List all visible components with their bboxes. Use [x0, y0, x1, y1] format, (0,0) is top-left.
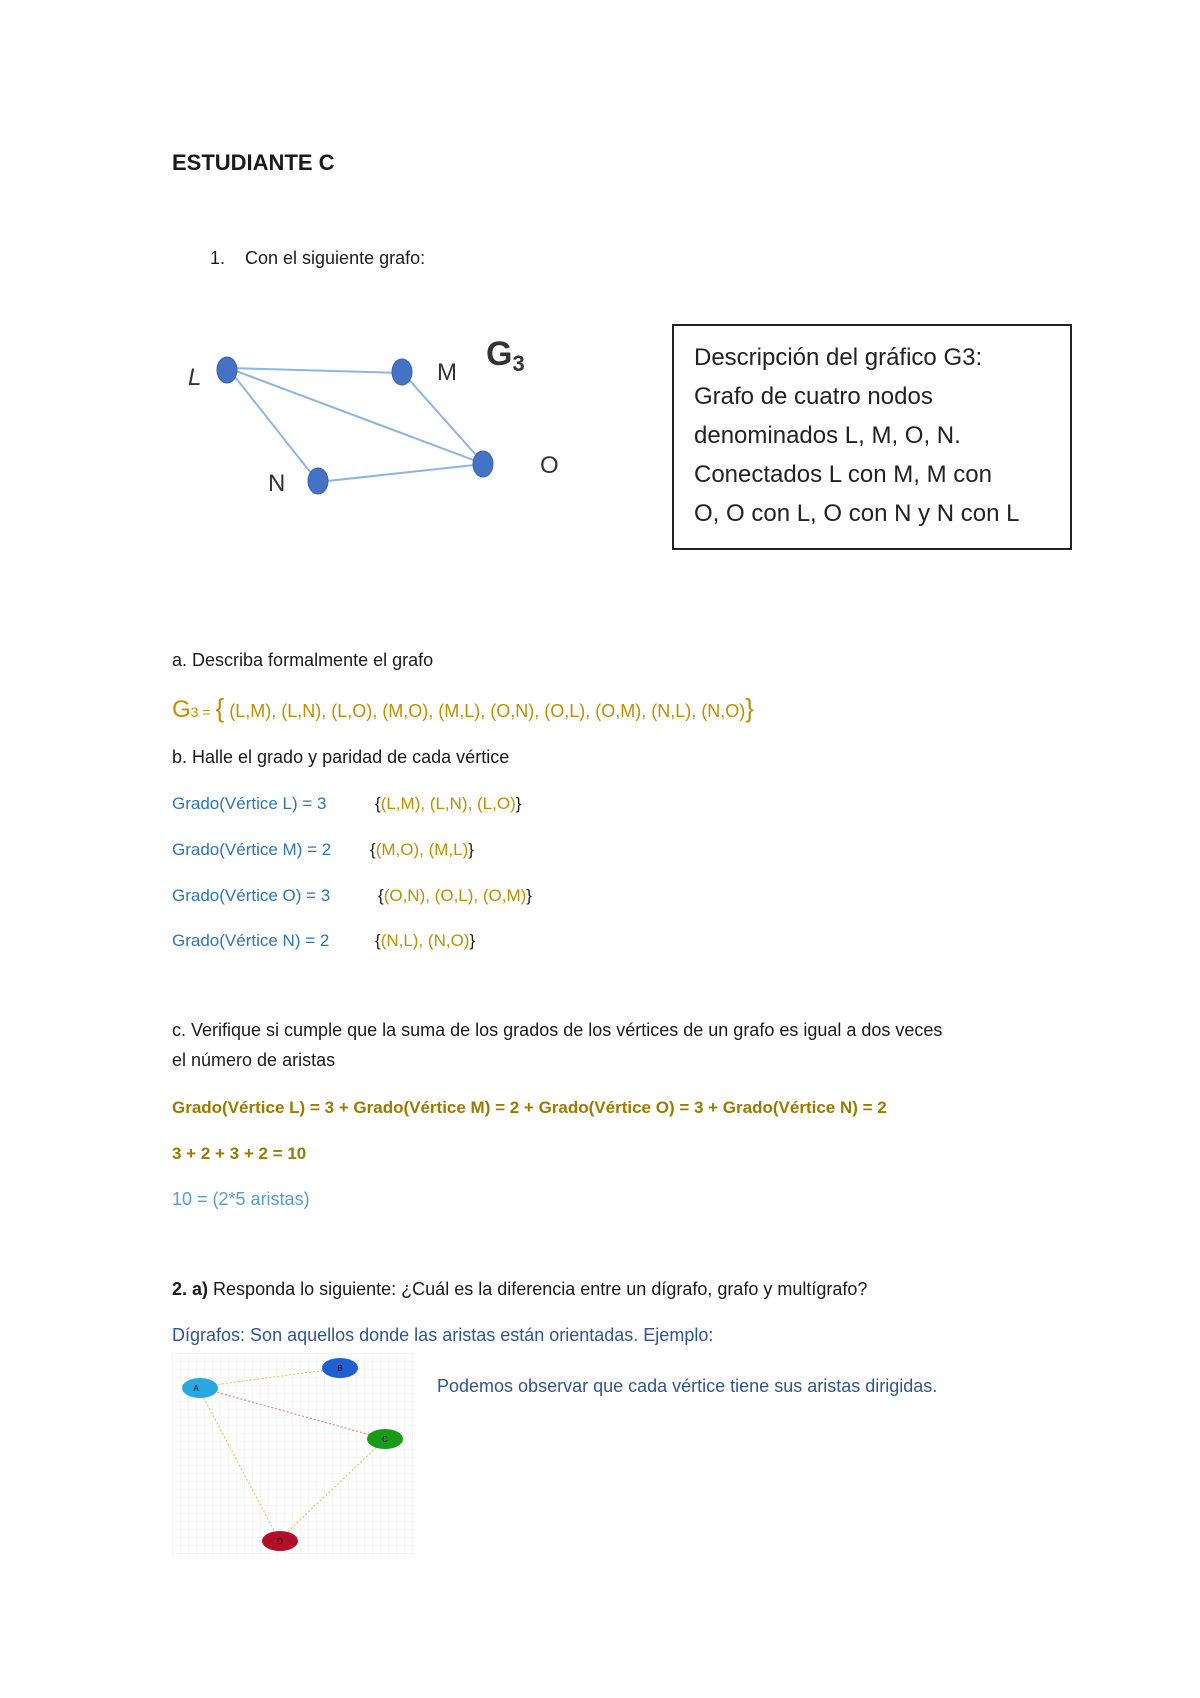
brace-open: { [375, 931, 381, 950]
digraph-node-a [182, 1378, 218, 1398]
part-c-prompt-line-1: c. Verifique si cumple que la suma de los grados de los vértices de un grafo es igual a dos veces [172, 1020, 943, 1040]
node-l [217, 357, 237, 383]
set-brace-close: } [745, 693, 754, 723]
edges-o: (O,N), (O,L), (O,M) [383, 886, 527, 905]
graph-g3 [170, 320, 570, 510]
digraph-example [172, 1353, 415, 1558]
description-line-4: Conectados L con M, M con [694, 461, 992, 488]
digraph-label-a: A [193, 1384, 199, 1393]
edge-n-o [318, 464, 484, 482]
brace-close: } [468, 840, 474, 859]
degree-m: Grado(Vértice M) = 2 [172, 840, 332, 859]
brace-close: } [526, 886, 532, 905]
degree-row-l [172, 794, 327, 814]
question-2 [172, 1279, 867, 1300]
digrafos-text: Son aquellos donde las aristas están orientadas. Ejemplo: [250, 1325, 714, 1345]
brace-close: } [515, 794, 522, 813]
graph-title: G3 [486, 335, 525, 376]
node-m [392, 359, 412, 385]
label-m: M [437, 359, 457, 386]
edges-row-o [378, 886, 532, 906]
digraph-label-b: B [337, 1364, 343, 1373]
label-l: L [188, 364, 202, 391]
node-o [473, 451, 493, 477]
digrafos-label: Dígrafos: [172, 1325, 246, 1345]
part-b-prompt: b. Halle el grado y paridad de cada vértice [172, 747, 510, 767]
digraph-label-d: D [277, 1537, 283, 1546]
degree-o: Grado(Vértice O) = 3 [172, 886, 331, 905]
edges-row-l [375, 794, 521, 814]
question-2-text: Responda lo siguiente: ¿Cuál es la diferencia entre un dígrafo, grafo y multígrafo? [213, 1279, 868, 1299]
set-g-letter: G [172, 696, 191, 723]
brace-open: { [375, 794, 381, 813]
set-elements: (L,M), (L,N), (L,O), (M,O), (M,L), (O,N), (O,L), (O,M), (N,L), (N,O) [229, 701, 746, 721]
brace-close: } [469, 931, 476, 950]
description-line-2: Grafo de cuatro nodos [694, 383, 933, 410]
graph-description-box [672, 324, 1072, 550]
brace-open: { [378, 886, 384, 905]
degree-sum-line: Grado(Vértice L) = 3 + Grado(Vértice M) = 2 + Grado(Vértice O) = 3 + Grado(Vértice N) = 2 [172, 1098, 887, 1117]
edges-l: (L,M), (L,N), (L,O) [380, 794, 516, 813]
part-a-prompt [172, 650, 433, 671]
part-a-text: Describa formalmente el grafo [192, 650, 434, 670]
arithmetic-line: 3 + 2 + 3 + 2 = 10 [172, 1144, 307, 1163]
degree-row-n [172, 931, 329, 951]
question-2-label: 2. a) [172, 1279, 209, 1299]
degree-row-m [172, 840, 331, 860]
label-o: O [540, 452, 559, 479]
part-c-prompt-line-2: el número de aristas [172, 1050, 336, 1070]
edge-m-o [403, 373, 484, 464]
degree-l: Grado(Vértice L) = 3 [172, 794, 327, 813]
degree-row-o [172, 886, 330, 906]
digrafos-definition [172, 1325, 713, 1346]
question-1-text: Con el siguiente grafo: [245, 248, 426, 268]
set-brace-open: { [215, 693, 225, 723]
brace-open: { [370, 840, 376, 859]
edge-l-m [228, 368, 403, 373]
edges-n: (N,L), (N,O) [380, 931, 470, 950]
edges-row-m [370, 840, 474, 860]
digraph-label-c: C [382, 1435, 388, 1444]
node-n [308, 468, 328, 494]
set-g-sub: 3 = [190, 704, 211, 720]
formal-set-g3 [172, 693, 754, 724]
edges-m: (M,O), (M,L) [375, 840, 469, 859]
digraph-observation: Podemos observar que cada vértice tiene sus aristas dirigidas. [437, 1376, 938, 1396]
description-line-1: Descripción del gráfico G3: [694, 344, 983, 371]
result-line: 10 = (2*5 aristas) [172, 1189, 310, 1209]
page-heading: ESTUDIANTE C [172, 150, 335, 175]
description-line-3: denominados L, M, O, N. [694, 422, 961, 449]
degree-n: Grado(Vértice N) = 2 [172, 931, 330, 950]
label-n: N [268, 470, 286, 497]
part-a-letter: a. [172, 650, 188, 670]
edges-row-n [375, 931, 475, 951]
question-1-number: 1. [210, 248, 226, 268]
description-line-5: O, O con L, O con N y N con L [694, 500, 1020, 527]
